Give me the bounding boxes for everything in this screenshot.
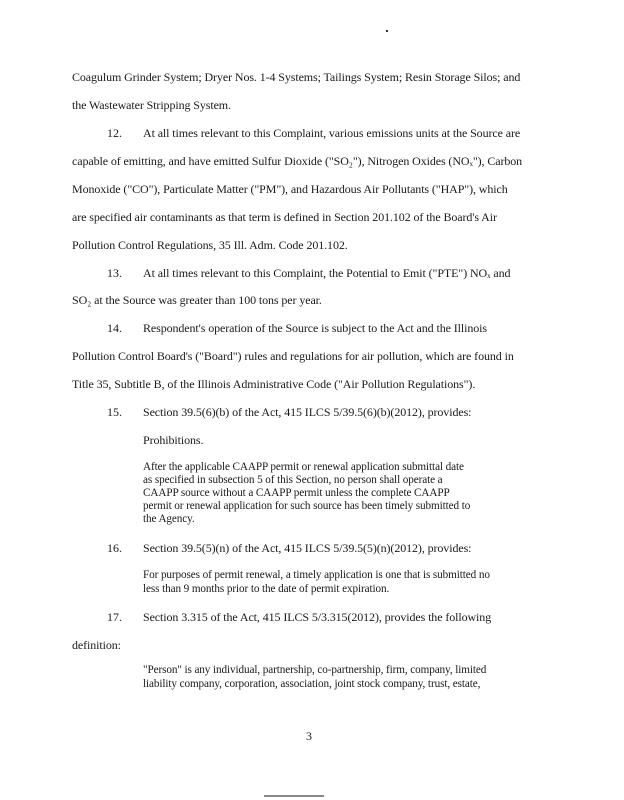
text-line: Coagulum Grinder System; Dryer Nos. 1-4 Systems; Tailings System; Resin Storage Silos; and xyxy=(72,70,521,84)
quote-line: liability company, corporation, association, joint stock company, trust, estate, xyxy=(143,678,481,690)
quote-line: After the applicable CAAPP permit or renewal application submittal date xyxy=(143,461,464,473)
scan-mark xyxy=(264,795,324,797)
paragraph-number: 15. xyxy=(107,405,122,419)
heading-line: Prohibitions. xyxy=(143,433,204,447)
paragraph-number: 16. xyxy=(107,541,122,555)
text-line: At all times relevant to this Complaint, the Potential to Emit ("PTE") NOₓ and xyxy=(143,266,511,280)
text-line: Pollution Control Board's ("Board") rules and regulations for air pollution, which are found in xyxy=(72,349,514,363)
paragraph-number: 14. xyxy=(107,321,122,335)
text-line: Pollution Control Regulations, 35 Ill. Adm. Code 201.102. xyxy=(72,238,348,252)
text-line: Monoxide ("CO"), Particulate Matter ("PM"), and Hazardous Air Pollutants ("HAP"), which xyxy=(72,182,508,196)
quote-line: less than 9 months prior to the date of permit expiration. xyxy=(143,583,390,595)
quote-line: "Person" is any individual, partnership, co-partnership, firm, company, limited xyxy=(143,664,487,676)
text-line: are specified air contaminants as that term is defined in Section 201.102 of the Board's Air xyxy=(72,210,497,224)
text-line: definition: xyxy=(72,638,121,652)
text-line: At all times relevant to this Complaint, various emissions units at the Source are xyxy=(143,126,521,140)
scan-speck xyxy=(386,30,388,32)
text-line: Respondent's operation of the Source is subject to the Act and the Illinois xyxy=(143,321,487,335)
quote-line: CAAPP source without a CAAPP permit unless the complete CAAPP xyxy=(143,487,450,499)
quote-line: permit or renewal application for such source has been timely submitted to xyxy=(143,500,471,512)
text-line: SO₂ at the Source was greater than 100 tons per year. xyxy=(72,293,322,307)
quote-line: the Agency. xyxy=(143,513,195,525)
text-line: Section 39.5(5)(n) of the Act, 415 ILCS 5/39.5(5)(n)(2012), provides: xyxy=(143,541,472,555)
text-line: Section 3.315 of the Act, 415 ILCS 5/3.315(2012), provides the following xyxy=(143,610,492,624)
quote-line: For purposes of permit renewal, a timely application is one that is submitted no xyxy=(143,569,490,581)
text-line: the Wastewater Stripping System. xyxy=(72,98,231,112)
text-line: Section 39.5(6)(b) of the Act, 415 ILCS 5/39.5(6)(b)(2012), provides: xyxy=(143,405,472,419)
page-number: 3 xyxy=(306,729,312,743)
quote-line: as specified in subsection 5 of this Section, no person shall operate a xyxy=(143,474,443,486)
text-line: capable of emitting, and have emitted Sulfur Dioxide ("SO₂"), Nitrogen Oxides (NOₓ"), Carbon xyxy=(72,154,523,168)
paragraph-number: 13. xyxy=(107,266,122,280)
paragraph-number: 17. xyxy=(107,610,122,624)
paragraph-number: 12. xyxy=(107,126,122,140)
text-line: Title 35, Subtitle B, of the Illinois Administrative Code ("Air Pollution Regulations"). xyxy=(72,377,476,391)
